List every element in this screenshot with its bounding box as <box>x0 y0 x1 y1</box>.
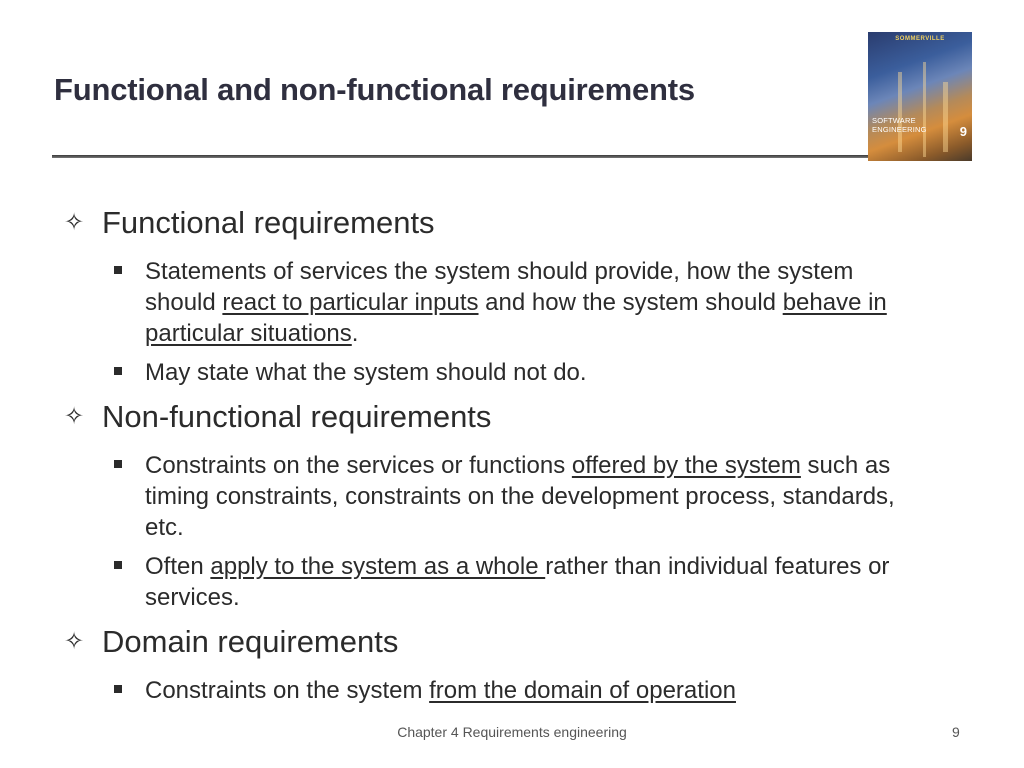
text-run: rather than individual features or services. <box>145 553 890 611</box>
text-run: and how the system should <box>478 289 783 316</box>
book-edition: 9 <box>959 124 967 139</box>
underlined-text: from the domain of operation <box>429 677 736 704</box>
book-author: SOMMERVILLE <box>895 36 945 42</box>
underlined-text: offered by the system <box>571 452 801 479</box>
four-pointed-star-icon: ✧ <box>64 209 85 236</box>
list-item <box>114 450 904 543</box>
square-bullet-icon <box>114 367 122 375</box>
text-run: Statements of services the system should provide, how the system should <box>145 258 854 316</box>
four-pointed-star-icon: ✧ <box>64 628 85 655</box>
slide-title: Functional and non-functional requirements <box>54 72 695 107</box>
section-heading <box>64 205 435 241</box>
page-number: 9 <box>952 724 960 740</box>
text-run: such as timing constraints, constraints on the development process, standards, etc. <box>145 452 895 541</box>
list-item <box>114 675 904 706</box>
list-item <box>114 256 904 349</box>
book-title: SOFTWARE ENGINEERING <box>872 116 927 134</box>
four-pointed-star-icon: ✧ <box>64 403 85 430</box>
underlined-text: react to particular inputs <box>222 289 479 316</box>
text-run: May state what the system should not do. <box>145 359 587 386</box>
section-heading <box>64 624 398 660</box>
section-heading-text: Functional requirements <box>102 205 435 240</box>
square-bullet-icon <box>114 460 122 468</box>
underlined-text: apply to the system as a whole <box>210 553 546 580</box>
square-bullet-icon <box>114 685 122 693</box>
list-item <box>114 357 904 388</box>
section-heading-text: Non-functional requirements <box>102 399 492 434</box>
text-run: Constraints on the services or functions <box>145 452 572 479</box>
square-bullet-icon <box>114 561 122 569</box>
list-item <box>114 551 904 613</box>
underlined-text: behave in particular situations <box>145 289 887 347</box>
text-run: Constraints on the system <box>145 677 430 704</box>
text-run: Often <box>145 553 211 580</box>
section-heading-text: Domain requirements <box>102 624 399 659</box>
text-run: . <box>351 320 359 347</box>
slide-footer: Chapter 4 Requirements engineering <box>397 724 627 740</box>
square-bullet-icon <box>114 266 122 274</box>
section-heading <box>64 399 491 435</box>
